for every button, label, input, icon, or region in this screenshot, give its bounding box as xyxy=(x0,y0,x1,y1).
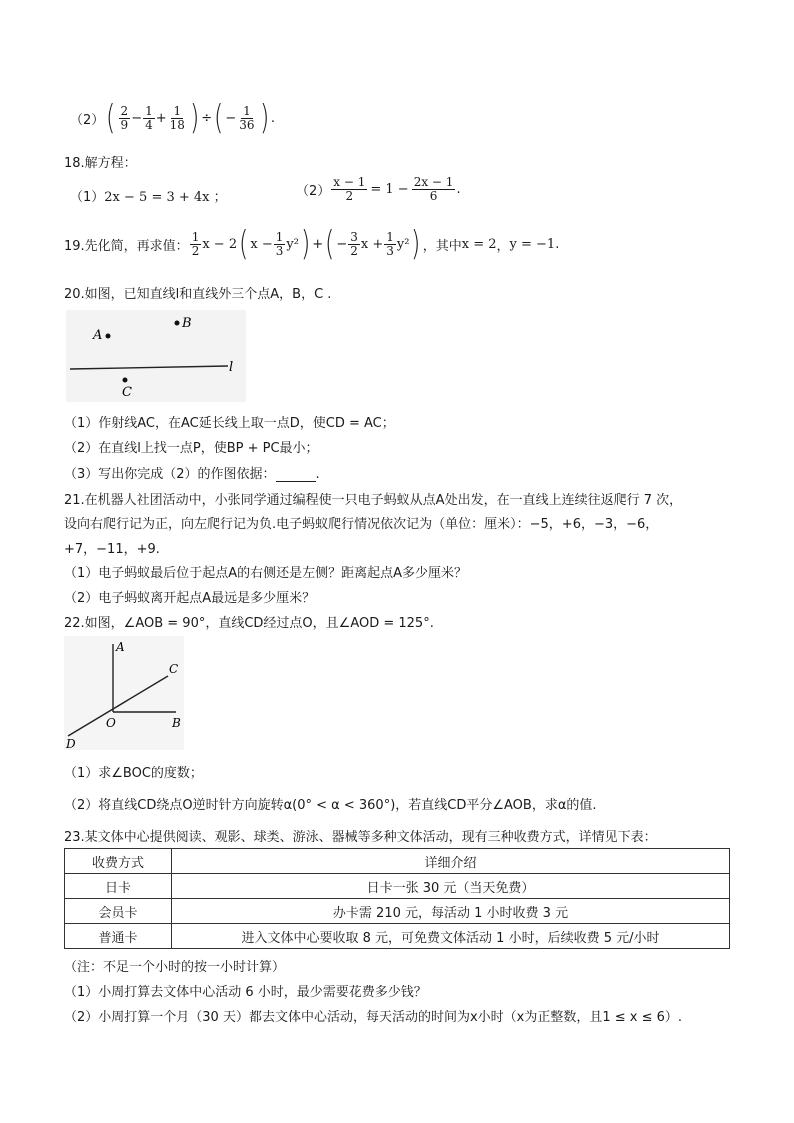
q20-part2: （2）在直线l上找一点P，使BP + PC最小； xyxy=(64,441,319,456)
period: . xyxy=(270,110,275,126)
point-a xyxy=(106,334,111,339)
operator: ÷ xyxy=(201,110,213,126)
operator: − xyxy=(225,110,237,126)
q23-part2: （2）小周打算一个月（30 天）都去文体中心活动，每天活动的时间为x小时（x为正整数，且1 ≤ x ≤ 6）. xyxy=(64,1010,683,1025)
point-c xyxy=(123,378,128,383)
q22-figure xyxy=(64,636,184,750)
fraction: $\frac{2}{9}$ xyxy=(120,103,129,132)
line-l xyxy=(70,366,228,369)
q21-line2: 设向右爬行记为正，向左爬行记为负.电子蚂蚁爬行情况依次记为（单位：厘米）：−5，+6，−3，−6， xyxy=(64,517,659,532)
operator: − xyxy=(131,110,143,126)
fraction: $\frac{1}{4}$ xyxy=(145,103,153,132)
q21-part1: （1）电子蚂蚁最后位于起点A的右侧还是左侧？距离起点A多少厘米？ xyxy=(64,566,468,581)
q22-diagram xyxy=(64,636,184,750)
label-l: l xyxy=(229,360,234,375)
table-cell: 进入文体中心要收取 8 元，可免费文体活动 1 小时，后续收费 5 元/小时 xyxy=(172,924,730,949)
q22-part2: （2）将直线CD绕点O逆时针方向旋转α(0° < α < 360°)，若直线CD平分∠AOB，求α的值. xyxy=(64,798,597,813)
q18-part1: （1）2x − 5 = 3 + 4x ； xyxy=(70,190,227,205)
paren-open: ( xyxy=(106,98,116,138)
q20-part3: （3）写出你完成（2）的作图依据： . xyxy=(64,467,320,482)
q19-prefix: 19.先化简，再求值： xyxy=(64,238,189,254)
label-a: A xyxy=(93,328,103,343)
label-a: A xyxy=(116,640,125,654)
label-c: C xyxy=(122,385,132,400)
q20-title: 20.如图，已知直线l和直线外三个点A，B，C . xyxy=(64,287,332,302)
table-header: 收费方式 xyxy=(65,849,172,874)
operator: + xyxy=(155,110,167,126)
table-row xyxy=(65,899,730,924)
table-cell: 日卡一张 30 元（当天免费） xyxy=(172,874,730,899)
q20-figure xyxy=(66,310,246,402)
table-row xyxy=(65,924,730,949)
q21-line3: +7，−11，+9. xyxy=(64,542,160,557)
table-cell: 办卡需 210 元，每活动 1 小时收费 3 元 xyxy=(172,899,730,924)
label-c: C xyxy=(169,662,179,676)
paren-open: ( xyxy=(214,98,224,138)
label-d: D xyxy=(66,737,76,750)
answer-blank[interactable] xyxy=(276,468,316,482)
paren-close: ) xyxy=(189,98,200,138)
table-cell: 普通卡 xyxy=(65,924,172,949)
q18-part2: （2） $\frac{x - 1}{2}$ = 1 − $\frac{2x - 1}{6}$ . xyxy=(296,175,461,203)
line-cd xyxy=(68,676,168,736)
q21-part2: （2）电子蚂蚁离开起点A最远是多少厘米？ xyxy=(64,591,316,606)
q20-diagram xyxy=(66,310,246,402)
q23-note: （注：不足一个小时的按一小时计算） xyxy=(64,960,286,975)
label-b: B xyxy=(172,716,181,730)
q22-part1: （1）求∠BOC的度数； xyxy=(64,766,203,781)
fee-table xyxy=(64,848,730,949)
table-cell: 日卡 xyxy=(65,874,172,899)
point-b xyxy=(175,321,180,326)
q17-part2 xyxy=(70,96,275,140)
label-b: B xyxy=(182,316,192,331)
q23-intro: 23.某文体中心提供阅读、观影、球类、游泳、器械等多种文体活动，现有三种收费方式，详情见下表： xyxy=(64,830,657,845)
q22-title: 22.如图，∠AOB = 90°，直线CD经过点O，且∠AOD = 125°. xyxy=(64,616,434,631)
fraction: $\frac{1}{18}$ xyxy=(169,103,185,132)
table-row xyxy=(65,874,730,899)
q17-part2-label: （2） xyxy=(70,112,105,128)
table-header: 详细介绍 xyxy=(172,849,730,874)
q20-part1: （1）作射线AC，在AC延长线上取一点D，使CD = AC； xyxy=(64,416,395,431)
label-o: O xyxy=(106,716,116,730)
q23-part1: （1）小周打算去文体中心活动 6 小时，最少需要花费多少钱？ xyxy=(64,985,427,1000)
paren-close: ) xyxy=(259,98,269,138)
q18-title: 18.解方程： xyxy=(64,156,137,171)
table-header-row xyxy=(65,849,730,874)
fraction: $\frac{1}{36}$ xyxy=(239,103,255,132)
q19: 19.先化简，再求值： $\frac{1}{2}$ x − 2 ( x − $\frac{1}{3}$ y² ) + ( − $\frac{3}{2}$ x + $\frac{1}{3}$ y² ) ，其中 x = 2 ， y = −1 . xyxy=(64,224,560,264)
table-cell: 会员卡 xyxy=(65,899,172,924)
q21-line1: 21.在机器人社团活动中，小张同学通过编程使一只电子蚂蚁从点A处出发，在一直线上连续往返爬行 7 次， xyxy=(64,493,683,508)
